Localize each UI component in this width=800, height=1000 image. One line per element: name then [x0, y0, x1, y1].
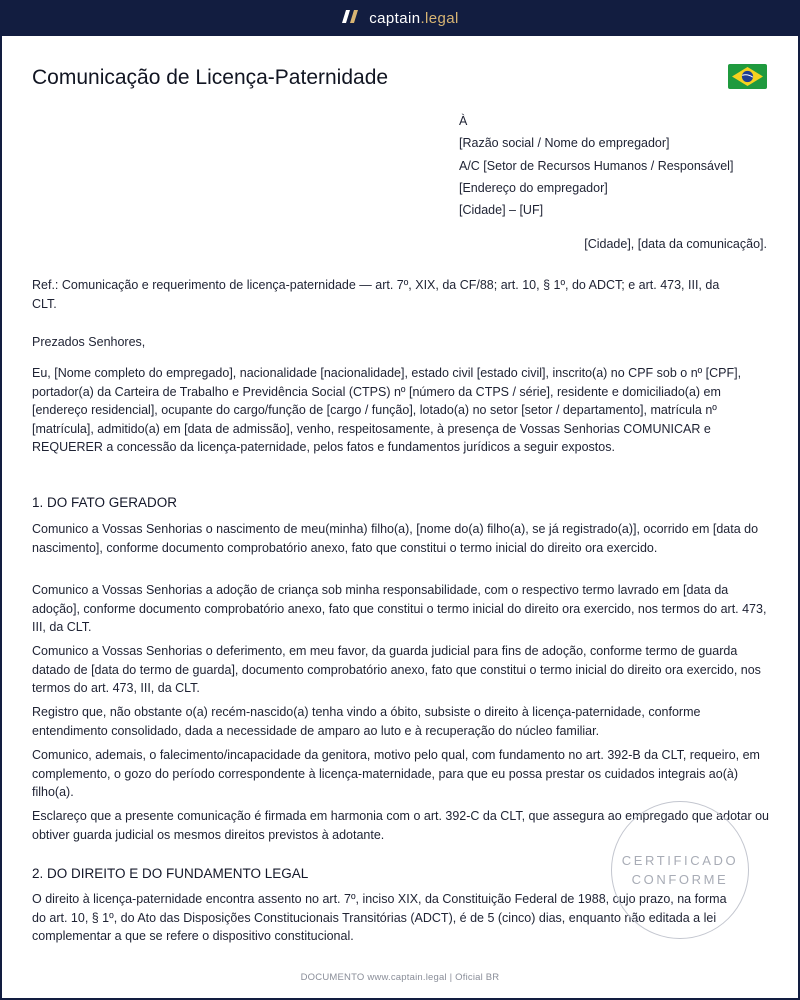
- section-1-paragraph: Comunico a Vossas Senhorias o nascimento de meu(minha) filho(a), [nome do(a) filho(a), se já registrado(a)], ocorrido em [data do nascimento], conforme documento comprobatório anexo, fato que constitui o termo inicial do direito ora exercido.: [32, 522, 759, 555]
- recipient-line: À: [459, 114, 468, 128]
- brazil-flag-icon: [728, 64, 767, 89]
- stamp-line: CONFORME: [631, 872, 729, 887]
- section-2-paragraph: O direito à licença-paternidade encontra assento no art. 7º, inciso XIX, da Constituição Federal de 1988, cujo prazo, na forma do art. 10, § 1º, do Ato das Disposições Constitucionais Transitórias (ADCT), é de 5 (cinco) dias, enquanto não editada a lei complementar a que se refere o dispositivo constitucional.: [32, 892, 727, 943]
- section-2-heading: 2. DO DIREITO E DO FUNDAMENTO LEGAL: [32, 866, 309, 881]
- reference-line: Ref.: Comunicação e requerimento de licença-paternidade — art. 7º, XIX, da CF/88; art. 10, § 1º, do ADCT; e art. 473, III, da CLT.: [32, 278, 720, 311]
- section-1-paragraph: Comunico, ademais, o falecimento/incapacidade da genitora, motivo pelo qual, com fundamento no art. 392-B da CLT, requeiro, em complemento, o gozo do período correspondente à licença-maternidade, para que eu possa prestar os cuidados integrais ao(à) filho(a).: [32, 748, 760, 799]
- recipient-line: [Endereço do empregador]: [459, 180, 608, 195]
- brand-tld: .legal: [420, 9, 459, 27]
- intro-paragraph: Eu, [Nome completo do empregado], nacionalidade [nacionalidade], estado civil [estado civil], inscrito(a) no CPF sob o nº [CPF], portador(a) da Carteira de Trabalho e Previdência Social (CTPS) nº [número da CTPS / série], residente e domiciliado(a) em [endereço residencial], ocupante do cargo/função de [cargo / função], lotado(a) no setor [setor / departamento], matrícula nº [matrícula], admitido(a) em [data de admissão], venho, respeitosamente, à presença de Vossas Senhorias COMUNICAR e REQUERER a concessão da licença-paternidade, pelos fatos e fundamentos jurídicos a seguir expostos.: [32, 366, 742, 454]
- stamp-line: CERTIFICADO: [621, 853, 739, 868]
- brand-name: captain: [369, 9, 421, 27]
- section-1-paragraph: Comunico a Vossas Senhorias o deferimento, em meu favor, da guarda judicial para fins de adoção, conforme termo de guarda datado de [data do termo de guarda], documento comprobatório anexo, fato que constitui o termo inicial do direito ora exercido, nos termos do art. 473, III, da CLT.: [32, 644, 761, 695]
- document-title: Comunicação de Licença-Paternidade: [32, 66, 389, 89]
- certified-stamp: [611, 801, 749, 939]
- recipient-line: [Razão social / Nome do empregador]: [459, 136, 670, 151]
- section-1-paragraph: Registro que, não obstante o(a) recém-nascido(a) tenha vindo a óbito, subsiste o direito à licença-paternidade, conforme entendimento consolidado, dada a necessidade de amparo ao luto e à recuperação do núcleo familiar.: [32, 705, 701, 738]
- recipient-line: A/C [Setor de Recursos Humanos / Responsável]: [459, 158, 734, 173]
- document-footer: DOCUMENTO www.captain.legal | Oficial BR: [300, 972, 500, 983]
- salutation: Prezados Senhores,: [32, 335, 146, 349]
- recipient-line: [Cidade] – [UF]: [459, 203, 544, 218]
- section-1-paragraph: Esclareço que a presente comunicação é firmada em harmonia com o art. 392-C da CLT, que assegura ao empregado que adotar ou obtiver guarda judicial os mesmos direitos previstos à adotante.: [32, 809, 769, 842]
- recipient-address-block: [459, 110, 733, 221]
- place-and-date: [Cidade], [data da comunicação].: [584, 237, 767, 251]
- brand-logo[interactable]: [341, 9, 458, 28]
- section-1-paragraph: Comunico a Vossas Senhorias a adoção de criança sob minha responsabilidade, com o respectivo termo lavrado em [data da adoção], conforme documento comprobatório anexo, fato que constitui o termo inicial do direito ora exercido, nos termos do art. 473, III, da CLT.: [32, 583, 767, 634]
- brand-header-bar: [0, 0, 800, 36]
- two-slanted-bars-logo-icon: [341, 9, 360, 28]
- section-1-heading: 1. DO FATO GERADOR: [32, 495, 178, 510]
